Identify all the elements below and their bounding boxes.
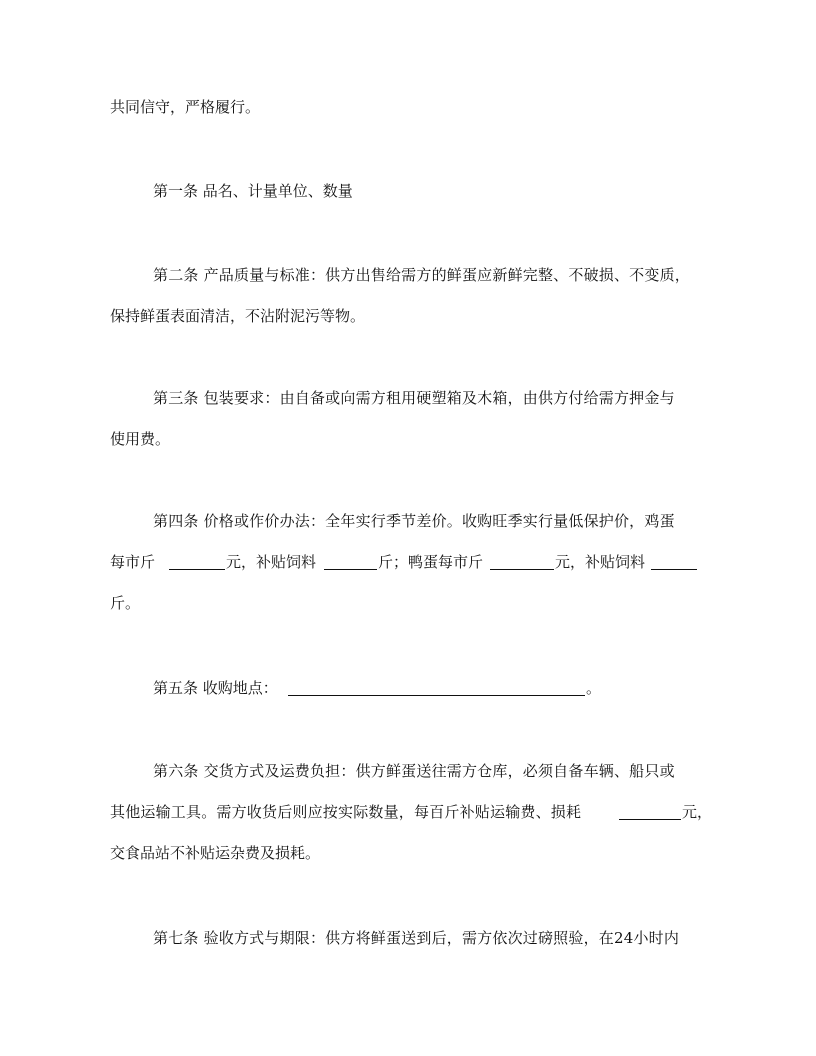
line-text: 元，补贴饲料 bbox=[555, 553, 646, 571]
article-6-line-2 bbox=[0, 800, 816, 824]
fill-in-blank bbox=[490, 569, 554, 570]
article-6-line-1 bbox=[0, 759, 816, 783]
line-text: 斤；鸭蛋每市斤 bbox=[378, 553, 484, 571]
article-7-line-1 bbox=[0, 926, 816, 950]
paragraph-line bbox=[0, 95, 816, 119]
article-2-line-2 bbox=[0, 304, 816, 328]
line-text: 保持鲜蛋表面清洁，不沾附泥污等物。 bbox=[110, 307, 366, 325]
line-text: 。 bbox=[586, 679, 602, 697]
line-text: 交食品站不补贴运杂费及损耗。 bbox=[110, 844, 321, 862]
line-text: 其他运输工具。需方收货后则应按实际数量，每百斤补贴运输费、损耗 bbox=[110, 803, 582, 821]
line-text: 使用费。 bbox=[110, 430, 171, 448]
article-2-line-1 bbox=[0, 263, 816, 287]
article-3-line-1 bbox=[0, 386, 816, 410]
line-text: 第三条 包装要求：由自备或向需方租用硬塑箱及木箱，由供方付给需方押金与 bbox=[153, 389, 675, 407]
line-text: 第七条 验收方式与期限：供方将鲜蛋送到后，需方依次过磅照验，在24小时内 bbox=[153, 929, 680, 947]
line-text: 第六条 交货方式及运费负担：供方鲜蛋送往需方仓库，必须自备车辆、船只或 bbox=[153, 762, 675, 780]
fill-in-blank bbox=[619, 819, 681, 820]
fill-in-blank bbox=[288, 695, 585, 696]
line-text: 斤。 bbox=[110, 594, 141, 612]
line-text: 第二条 产品质量与标准：供方出售给需方的鲜蛋应新鲜完整、不破损、不变质， bbox=[153, 266, 690, 284]
fill-in-blank bbox=[169, 569, 225, 570]
line-text: 元， bbox=[682, 803, 713, 821]
line-text: 每市斤 bbox=[110, 553, 156, 571]
fill-in-blank bbox=[324, 569, 377, 570]
article-6-line-3 bbox=[0, 841, 816, 865]
line-text: 元，补贴饲料 bbox=[226, 553, 317, 571]
article-4-line-3 bbox=[0, 591, 816, 615]
line-text: 共同信守，严格履行。 bbox=[110, 98, 261, 116]
line-text: 第一条 品名、计量单位、数量 bbox=[153, 182, 353, 200]
fill-in-blank bbox=[651, 569, 697, 570]
article-4-line-2 bbox=[0, 550, 816, 574]
line-text: 第五条 收购地点： bbox=[153, 679, 278, 697]
article-3-line-2 bbox=[0, 427, 816, 451]
article-1-heading bbox=[0, 179, 816, 203]
article-4-line-1 bbox=[0, 509, 816, 533]
line-text: 第四条 价格或作价办法：全年实行季节差价。收购旺季实行量低保护价，鸡蛋 bbox=[153, 512, 675, 530]
article-5-line bbox=[0, 676, 816, 700]
